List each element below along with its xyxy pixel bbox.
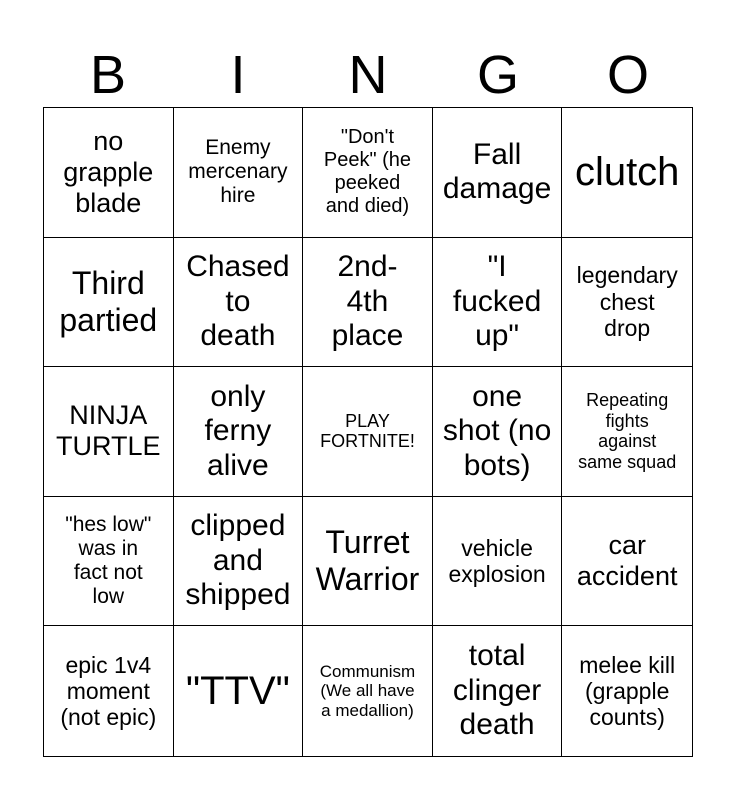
bingo-cell[interactable]: Repeating fights against same squad	[562, 367, 692, 497]
header-letter-o: O	[606, 45, 649, 105]
bingo-cell[interactable]: Communism (We all have a medallion)	[303, 626, 433, 756]
bingo-header	[43, 42, 693, 108]
bingo-cell[interactable]: "Don't Peek" (he peeked and died)	[303, 108, 433, 238]
header-letter-b: B	[89, 45, 127, 105]
bingo-cell[interactable]: "hes low" was in fact not low	[44, 497, 174, 627]
bingo-cell[interactable]: Enemy mercenary hire	[174, 108, 304, 238]
bingo-cell[interactable]: clipped and shipped	[174, 497, 304, 627]
bingo-cell[interactable]: epic 1v4 moment (not epic)	[44, 626, 174, 756]
bingo-cell[interactable]: no grapple blade	[44, 108, 174, 238]
bingo-cell[interactable]: Chased to death	[174, 238, 304, 368]
header-letter-g: G	[476, 45, 519, 105]
header-letter-i: I	[230, 45, 246, 105]
bingo-cell[interactable]: Turret Warrior	[303, 497, 433, 627]
bingo-cell[interactable]: NINJA TURTLE	[44, 367, 174, 497]
bingo-cell[interactable]: "I fucked up"	[433, 238, 563, 368]
bingo-cell[interactable]: car accident	[562, 497, 692, 627]
bingo-cell[interactable]: 2nd- 4th place	[303, 238, 433, 368]
header-letter-n: N	[348, 45, 388, 105]
bingo-cell[interactable]: one shot (no bots)	[433, 367, 563, 497]
bingo-board	[43, 107, 693, 757]
bingo-cell[interactable]: "TTV"	[174, 626, 304, 756]
bingo-cell[interactable]: clutch	[562, 108, 692, 238]
bingo-cell[interactable]: melee kill (grapple counts)	[579, 651, 676, 731]
bingo-cell[interactable]: only ferny alive	[174, 367, 304, 497]
bingo-cell[interactable]: legendary chest drop	[562, 238, 692, 368]
bingo-cell[interactable]: Fall damage	[433, 108, 563, 238]
bingo-cell[interactable]: vehicle explosion	[433, 497, 563, 627]
bingo-cell[interactable]: Third partied	[44, 238, 174, 368]
bingo-cell[interactable]: total clinger death	[433, 626, 563, 756]
bingo-cell[interactable]: PLAY FORTNITE!	[303, 367, 433, 497]
